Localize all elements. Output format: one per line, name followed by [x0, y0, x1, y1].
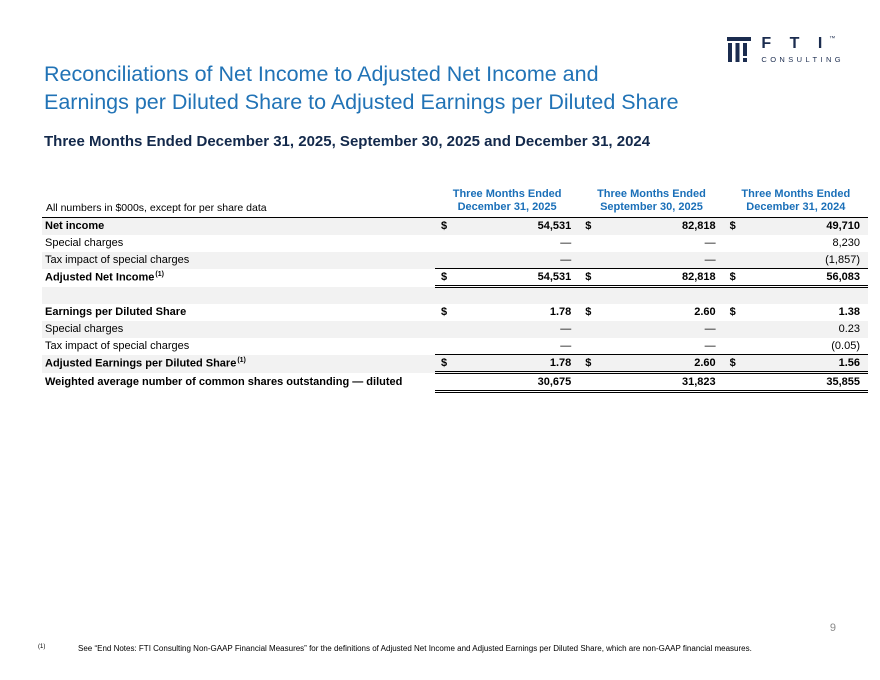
table-row-tax-impact-eps [42, 338, 868, 355]
row-value: — [704, 237, 716, 249]
row-value: $ 1.78 [435, 355, 579, 373]
page-title-line2: Earnings per Diluted Share to Adjusted Earnings per Diluted Share [44, 90, 679, 114]
subtitle: Three Months Ended December 31, 2025, September 30, 2025 and December 31, 2024 [44, 133, 651, 150]
currency-symbol: $ [440, 306, 448, 318]
table-row-special-charges-eps [42, 321, 868, 338]
row-value: $ 54,531 [440, 220, 572, 233]
table-row-weighted-shares [42, 373, 868, 392]
row-value: $ 49,710 [729, 220, 860, 233]
row-value: — [560, 253, 572, 266]
currency-symbol: $ [729, 220, 736, 233]
currency-symbol: $ [729, 306, 736, 318]
row-value: 31,823 [579, 373, 723, 392]
row-label: Adjusted Earnings per Diluted Share$^{(1)}$ [45, 357, 246, 370]
trademark-symbol: ™ [829, 36, 836, 42]
table-row-spacer [42, 287, 868, 304]
row-value: (0.05) [831, 339, 860, 352]
currency-symbol: $ [585, 306, 592, 318]
row-value: — [704, 253, 716, 266]
table-header [42, 186, 868, 218]
row-value: 0.23 [838, 323, 860, 335]
row-value: 35,855 [724, 373, 868, 392]
table-row-tax-impact [42, 252, 868, 269]
table-note: All numbers in $000s, except for per share data [42, 186, 435, 218]
row-value: $ 56,083 [724, 269, 868, 287]
currency-symbol: $ [585, 357, 592, 369]
page-number: 9 [829, 622, 836, 634]
row-label: Tax impact of special charges [45, 254, 190, 266]
row-label: Tax impact of special charges [45, 340, 190, 352]
row-value: $ 1.38 [729, 306, 860, 318]
row-value: $ 82,818 [585, 220, 716, 233]
row-value: $ 1.56 [724, 355, 868, 373]
table-row-adjusted-net-income [42, 269, 868, 287]
footnote-ref: (1) [155, 271, 164, 279]
table-row-special-charges [42, 235, 868, 252]
reconciliation-table [42, 186, 868, 393]
footnote [38, 644, 848, 654]
table-header-row [42, 186, 868, 218]
row-value: — [704, 323, 716, 335]
currency-symbol: $ [440, 220, 448, 233]
currency-symbol: $ [585, 271, 592, 283]
row-label: Earnings per Diluted Share [45, 306, 187, 318]
row-value: $ 82,818 [579, 269, 723, 287]
currency-symbol: $ [585, 220, 592, 233]
row-value: $ 54,531 [435, 269, 579, 287]
table-row-adjusted-eps [42, 355, 868, 373]
page-title [44, 60, 824, 116]
row-label: Net income [45, 220, 105, 233]
row-value: $ 1.78 [440, 306, 572, 318]
row-value: $ 2.60 [585, 306, 716, 318]
footnote-ref: (1) [237, 357, 246, 365]
table-row-net-income [42, 218, 868, 235]
footnote-text: See “End Notes: FTI Consulting Non-GAAP Financial Measures” for the definitions of Adjusted Net Income and Adjusted Earnings per Diluted Share, which are non-GAAP financial measures. [78, 644, 752, 653]
row-value: (1,857) [825, 253, 860, 266]
row-value: — [560, 339, 572, 352]
spacer-cell [42, 287, 868, 304]
currency-symbol: $ [440, 357, 448, 369]
row-label: Weighted average number of common shares outstanding — diluted [45, 376, 403, 388]
row-label: Special charges [45, 323, 124, 335]
fti-columns-icon [727, 36, 753, 63]
column-header-dec-2024: Three Months Ended December 31, 2024 [724, 186, 868, 218]
fti-logo-consulting: CONSULTING [761, 55, 844, 64]
footnote-marker: (1) [38, 644, 46, 650]
row-value: 30,675 [435, 373, 579, 392]
row-value: $ 2.60 [579, 355, 723, 373]
column-header-dec-2025: Three Months Ended December 31, 2025 [435, 186, 579, 218]
table-row-eps [42, 304, 868, 321]
page-title-line1: Reconciliations of Net Income to Adjusted Net Income and [44, 62, 599, 86]
row-value: — [560, 237, 572, 249]
currency-symbol: $ [729, 271, 736, 283]
row-value: — [560, 323, 572, 335]
row-value: 8,230 [832, 237, 860, 249]
fti-logo-brand: F T I [761, 35, 830, 52]
row-label: Adjusted Net Income$^{(1)}$ [45, 271, 164, 284]
row-label: Special charges [45, 237, 124, 249]
currency-symbol: $ [440, 271, 448, 283]
column-header-sep-2025: Three Months Ended September 30, 2025 [579, 186, 723, 218]
row-value: — [704, 339, 716, 352]
currency-symbol: $ [729, 357, 736, 369]
table-body [42, 218, 868, 392]
